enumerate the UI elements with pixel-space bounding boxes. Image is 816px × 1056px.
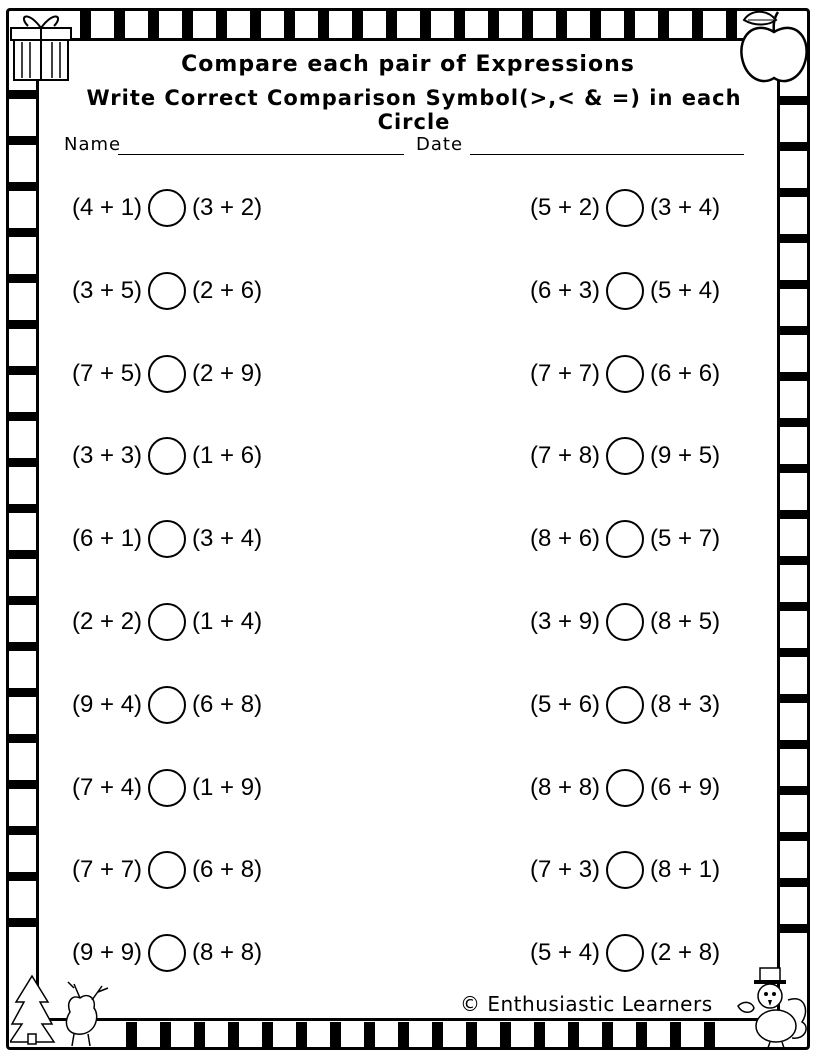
left-expression: (7 + 5) [72, 360, 143, 387]
border-stripe [556, 10, 567, 38]
name-label: Name [64, 134, 122, 155]
border-stripe [488, 10, 499, 38]
left-expression: (3 + 5) [72, 277, 143, 304]
comparison-problem [530, 354, 720, 394]
answer-circle[interactable] [148, 686, 186, 724]
christmas-tree-reindeer-icon [10, 972, 120, 1048]
comparison-problem [72, 436, 262, 476]
answer-circle[interactable] [148, 272, 186, 310]
left-expression: (9 + 4) [72, 691, 143, 718]
copyright-footer: © Enthusiastic Learners [456, 992, 717, 1016]
border-stripe [780, 234, 808, 243]
border-stripe [780, 142, 808, 151]
border-stripe [602, 1022, 613, 1048]
right-expression: (5 + 7) [650, 525, 721, 552]
answer-circle[interactable] [148, 851, 186, 889]
border-stripe [780, 188, 808, 197]
right-expression: (6 + 9) [650, 774, 721, 801]
border-stripe [692, 10, 703, 38]
date-field-line[interactable] [470, 154, 744, 155]
right-expression: (9 + 5) [650, 442, 721, 469]
border-stripe [8, 366, 36, 375]
right-expression: (2 + 8) [650, 939, 721, 966]
right-expression: (6 + 6) [650, 360, 721, 387]
border-stripe [8, 826, 36, 835]
border-stripe [80, 10, 91, 38]
answer-circle[interactable] [606, 851, 644, 889]
turkey-icon [730, 960, 812, 1048]
right-expression: (2 + 6) [192, 277, 263, 304]
border-stripe [8, 550, 36, 559]
comparison-problem [530, 436, 720, 476]
comparison-problem [530, 933, 720, 973]
border-stripe [780, 924, 808, 933]
left-expression: (8 + 8) [530, 774, 601, 801]
left-expression: (9 + 9) [72, 939, 143, 966]
border-stripe [568, 1022, 579, 1048]
left-expression: (3 + 3) [72, 442, 143, 469]
border-stripe [624, 10, 635, 38]
right-expression: (5 + 4) [650, 277, 721, 304]
comparison-problem [530, 850, 720, 890]
answer-circle[interactable] [148, 520, 186, 558]
border-stripe [780, 648, 808, 657]
answer-circle[interactable] [148, 189, 186, 227]
comparison-problem [72, 602, 262, 642]
answer-circle[interactable] [148, 934, 186, 972]
answer-circle[interactable] [606, 934, 644, 972]
comparison-problem [72, 768, 262, 808]
border-stripe [522, 10, 533, 38]
comparison-problem [72, 271, 262, 311]
answer-circle[interactable] [606, 686, 644, 724]
border-stripe [364, 1022, 375, 1048]
border-stripe [780, 878, 808, 887]
right-expression: (3 + 4) [192, 525, 263, 552]
border-stripe [386, 10, 397, 38]
border-stripe [454, 10, 465, 38]
comparison-problem [530, 768, 720, 808]
border-stripe [8, 504, 36, 513]
border-stripe [228, 1022, 239, 1048]
border-stripe [8, 412, 36, 421]
border-stripe [780, 418, 808, 427]
border-stripe [262, 1022, 273, 1048]
left-expression: (7 + 8) [530, 442, 601, 469]
answer-circle[interactable] [148, 437, 186, 475]
right-expression: (2 + 9) [192, 360, 263, 387]
comparison-problem [530, 188, 720, 228]
right-expression: (8 + 5) [650, 608, 721, 635]
comparison-problem [72, 188, 262, 228]
border-stripe [250, 10, 261, 38]
right-expression: (1 + 4) [192, 608, 263, 635]
border-stripe [8, 320, 36, 329]
border-stripe [500, 1022, 511, 1048]
border-stripe [330, 1022, 341, 1048]
border-stripe [318, 10, 329, 38]
border-stripe [8, 136, 36, 145]
comparison-problem [530, 685, 720, 725]
right-expression: (8 + 8) [192, 939, 263, 966]
comparison-problem [530, 271, 720, 311]
border-stripe [780, 510, 808, 519]
answer-circle[interactable] [606, 603, 644, 641]
border-stripe [398, 1022, 409, 1048]
comparison-problem [72, 519, 262, 559]
border-stripe [114, 10, 125, 38]
worksheet-title: Compare each pair of Expressions [181, 52, 635, 77]
answer-circle[interactable] [606, 355, 644, 393]
left-expression: (7 + 7) [530, 360, 601, 387]
right-expression: (1 + 9) [192, 774, 263, 801]
border-stripe [8, 642, 36, 651]
border-stripe [284, 10, 295, 38]
right-expression: (8 + 1) [650, 856, 721, 883]
border-stripe [420, 10, 431, 38]
border-stripe [352, 10, 363, 38]
left-expression: (8 + 6) [530, 525, 601, 552]
name-field-line[interactable] [118, 154, 404, 155]
comparison-problem [530, 519, 720, 559]
border-stripe [8, 596, 36, 605]
border-stripe [590, 10, 601, 38]
comparison-problem [72, 933, 262, 973]
border-stripe [670, 1022, 681, 1048]
answer-circle[interactable] [606, 272, 644, 310]
border-stripe [780, 326, 808, 335]
worksheet-instructions: Write Correct Comparison Symbol(>,< & =) in each Circle [52, 86, 776, 134]
answer-circle[interactable] [148, 769, 186, 807]
border-stripe [216, 10, 227, 38]
left-expression: (5 + 2) [530, 194, 601, 221]
border-stripe [194, 1022, 205, 1048]
border-stripe [8, 458, 36, 467]
border-stripe [780, 740, 808, 749]
border-stripe [780, 556, 808, 565]
answer-circle[interactable] [606, 189, 644, 227]
answer-circle[interactable] [148, 603, 186, 641]
left-expression: (5 + 4) [530, 939, 601, 966]
border-stripe [8, 688, 36, 697]
border-stripe [8, 918, 36, 927]
border-stripe [148, 10, 159, 38]
border-stripe [466, 1022, 477, 1048]
answer-circle[interactable] [148, 355, 186, 393]
border-stripe [8, 872, 36, 881]
answer-circle[interactable] [606, 769, 644, 807]
right-expression: (3 + 2) [192, 194, 263, 221]
border-stripe [8, 734, 36, 743]
border-stripe [8, 182, 36, 191]
right-expression: (6 + 8) [192, 691, 263, 718]
border-stripe [780, 832, 808, 841]
border-stripe [636, 1022, 647, 1048]
right-expression: (8 + 3) [650, 691, 721, 718]
border-stripe [780, 96, 808, 105]
left-expression: (2 + 2) [72, 608, 143, 635]
comparison-problem [72, 354, 262, 394]
answer-circle[interactable] [606, 437, 644, 475]
border-stripe [160, 1022, 171, 1048]
border-stripe [8, 780, 36, 789]
border-stripe [8, 228, 36, 237]
border-stripe [296, 1022, 307, 1048]
left-expression: (6 + 1) [72, 525, 143, 552]
border-stripe [534, 1022, 545, 1048]
border-stripe [182, 10, 193, 38]
right-expression: (6 + 8) [192, 856, 263, 883]
border-stripe [780, 464, 808, 473]
comparison-problem [72, 685, 262, 725]
left-expression: (6 + 3) [530, 277, 601, 304]
border-stripe [704, 1022, 715, 1048]
left-expression: (7 + 3) [530, 856, 601, 883]
comparison-problem [72, 850, 262, 890]
border-stripe [658, 10, 669, 38]
answer-circle[interactable] [606, 520, 644, 558]
border-stripe [780, 602, 808, 611]
border-stripe [432, 1022, 443, 1048]
comparison-problem [530, 602, 720, 642]
date-label: Date [416, 134, 464, 155]
border-stripe [780, 786, 808, 795]
border-stripe [780, 372, 808, 381]
left-expression: (7 + 4) [72, 774, 143, 801]
left-expression: (5 + 6) [530, 691, 601, 718]
border-stripe [126, 1022, 137, 1048]
left-expression: (7 + 7) [72, 856, 143, 883]
left-expression: (4 + 1) [72, 194, 143, 221]
border-stripe [780, 694, 808, 703]
left-expression: (3 + 9) [530, 608, 601, 635]
right-expression: (3 + 4) [650, 194, 721, 221]
border-stripe [8, 274, 36, 283]
border-stripe [8, 90, 36, 99]
right-expression: (1 + 6) [192, 442, 263, 469]
border-stripe [780, 280, 808, 289]
